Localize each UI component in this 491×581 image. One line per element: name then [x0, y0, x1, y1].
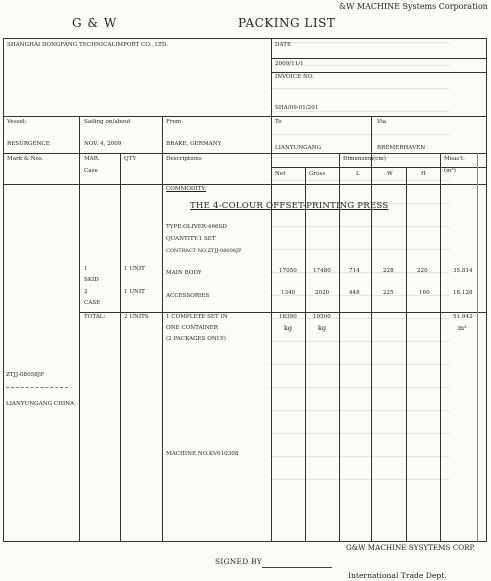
columns-bottom-rule: [3, 184, 487, 185]
header-divider: [271, 38, 272, 116]
col-header-mar: MAR.: [84, 156, 100, 162]
department: International Trade Dept.: [348, 571, 447, 580]
total-desc-2: ONE CONTAINER: [166, 325, 218, 331]
item-2-case-type: CASE: [84, 300, 101, 306]
frame-top: [3, 38, 487, 39]
col-header-meas: Meas't:: [444, 156, 465, 162]
commodity-contract: CONTRACT NO.ZTJJ-08008JP: [166, 248, 242, 254]
item-1-h: 220: [417, 268, 428, 274]
col-net-divider: [305, 167, 306, 542]
col-header-l: L: [356, 171, 360, 177]
mark-contract-no: ZTJJ-08058JP: [6, 372, 44, 378]
date-label: DATE: [275, 42, 292, 48]
shipping-top-rule: [3, 116, 487, 117]
col-header-h: H: [421, 171, 426, 177]
frame-left: [3, 38, 4, 542]
mark-port: LIANYUNGANG CHINA: [6, 401, 75, 407]
item-1-case-type: SKID: [84, 277, 99, 283]
total-qty: 2 UNITS: [124, 314, 149, 320]
col-h-divider: [440, 153, 441, 542]
sailing-value: NOV. 4, 2009: [84, 141, 122, 147]
total-rule: [79, 312, 486, 313]
item-1-gross: 17480: [313, 268, 331, 274]
columns-top-rule: [3, 153, 487, 154]
mark-separator: [6, 387, 68, 388]
footer-company: G&W MACHINE SYSYTEMS CORP.: [346, 543, 476, 552]
col-header-meas-unit: (m³): [444, 168, 456, 174]
frame-right: [486, 38, 487, 542]
invoice-label: INVOICE NO.: [275, 74, 314, 80]
item-2-desc: ACCESSORIES: [166, 293, 210, 299]
total-gross-unit: kg: [318, 324, 326, 332]
item-2-case-no: 2: [84, 289, 88, 295]
col-header-gross: Gross: [309, 171, 326, 177]
signature-line: [262, 567, 332, 568]
frame-bottom: [3, 541, 487, 542]
col-header-marks: Mark & Nos.: [7, 156, 44, 162]
company-short-name: G & W: [72, 16, 118, 30]
vessel-value: RESURGENCE: [7, 141, 50, 147]
commodity-label: COMMODITY:: [166, 186, 207, 192]
company-full-name: &W MACHINE Systems Corporation: [339, 2, 488, 11]
to-label: To: [275, 119, 282, 125]
sailing-label: Sailing on/about: [84, 119, 131, 125]
item-1-meas: 35.814: [453, 268, 473, 274]
invoice-rule: [271, 72, 486, 73]
commodity-title: THE 4-COLOUR OFFSET-PRINTING PRESS: [190, 201, 389, 211]
col-header-case: Case: [84, 168, 98, 174]
col-marks-divider: [79, 116, 80, 542]
item-2-meas: 16.128: [453, 290, 473, 296]
total-desc-3: (2 PACKAGES ONLY): [166, 336, 226, 342]
signed-by-label: SIGNED BY: [215, 557, 262, 566]
col-qty-divider: [162, 116, 163, 542]
machine-number: MACHINE NO.KV010308: [166, 451, 239, 457]
item-1-w: 228: [383, 268, 394, 274]
col-header-w: W: [387, 171, 393, 177]
item-2-h: 160: [419, 290, 430, 296]
item-2-gross: 2020: [315, 290, 330, 296]
commodity-type: TYPE:OLIVER-466SD: [166, 224, 227, 230]
total-desc-1: 1 COMPLETE SET IN: [166, 314, 228, 320]
col-w-divider: [406, 167, 407, 542]
col-gross-divider: [339, 153, 340, 542]
col-l-divider: [371, 116, 372, 542]
total-net-unit: kg: [284, 324, 292, 332]
date-value: 2009/11/1: [275, 61, 304, 67]
item-1-qty: 1 UNIT: [124, 266, 145, 272]
item-2-l: 448: [349, 290, 360, 296]
from-value: BRAKE, GERMANY: [166, 141, 222, 147]
item-2-net: 1340: [281, 290, 296, 296]
item-1-net: 17050: [279, 268, 297, 274]
item-1-desc: MAIN BODY: [166, 270, 202, 276]
col-case-divider: [120, 153, 121, 542]
item-2-w: 225: [383, 290, 394, 296]
to-value: LIANYUNGANG: [275, 145, 322, 151]
invoice-value: SHA/09-01/201: [275, 105, 319, 111]
item-1-l: 714: [349, 268, 360, 274]
faint-right-divider: [477, 153, 478, 542]
col-header-net: Net: [275, 171, 286, 177]
vessel-label: Vessel:: [7, 119, 27, 125]
total-label: TOTAL:: [84, 314, 106, 320]
document-title: PACKING LIST: [238, 16, 336, 30]
total-net: 18390: [279, 314, 297, 320]
buyer-name: SHANGHAI DONGFANG TECHNICALIMPORT CO., LTD.: [7, 42, 168, 48]
col-header-desc: Descriptions: [166, 156, 202, 162]
item-1-case-no: 1: [84, 266, 88, 272]
total-meas-unit: m³: [458, 324, 467, 332]
col-header-dimension: Dimension(cm): [343, 156, 386, 162]
total-gross: 19500: [313, 314, 331, 320]
date-rule: [271, 58, 486, 59]
col-desc-divider: [271, 116, 272, 542]
via-value: BREMERHAVEN: [377, 145, 426, 151]
item-2-qty: 1 UNIT: [124, 289, 145, 295]
col-header-qty: QTY: [124, 156, 137, 162]
commodity-quantity: QUANTITY:1 SET: [166, 236, 216, 242]
total-meas: 51.942: [453, 314, 473, 320]
from-label: From: [166, 119, 182, 125]
via-label: Via: [377, 119, 387, 125]
